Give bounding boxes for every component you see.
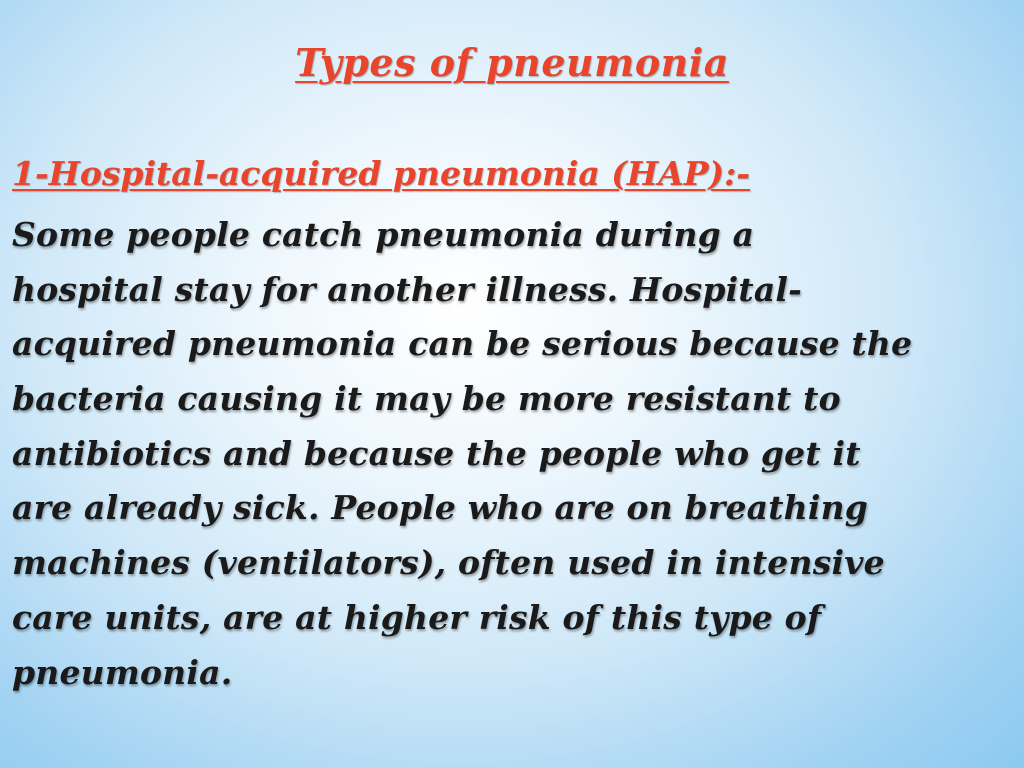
body-line: are already sick. People who are on breathing [12, 488, 869, 528]
body-line: acquired pneumonia can be serious because the [12, 324, 913, 364]
body-line: Some people catch pneumonia during a [12, 215, 755, 254]
body-line: bacteria causing it may be more resistant to [12, 379, 841, 419]
body-line: pneumonia. [12, 652, 233, 692]
body-line: antibiotics and because the people who get it [12, 433, 861, 473]
body-paragraph [12, 208, 1012, 700]
body-line: care units, are at higher risk of this type of [12, 597, 822, 637]
section-heading: 1-Hospital-acquired pneumonia (HAP):- [12, 154, 751, 193]
body-line: machines (ventilators), often used in intensive [12, 543, 885, 583]
body-line: hospital stay for another illness. Hospital- [12, 269, 803, 309]
slide-title: Types of pneumonia [295, 40, 729, 85]
